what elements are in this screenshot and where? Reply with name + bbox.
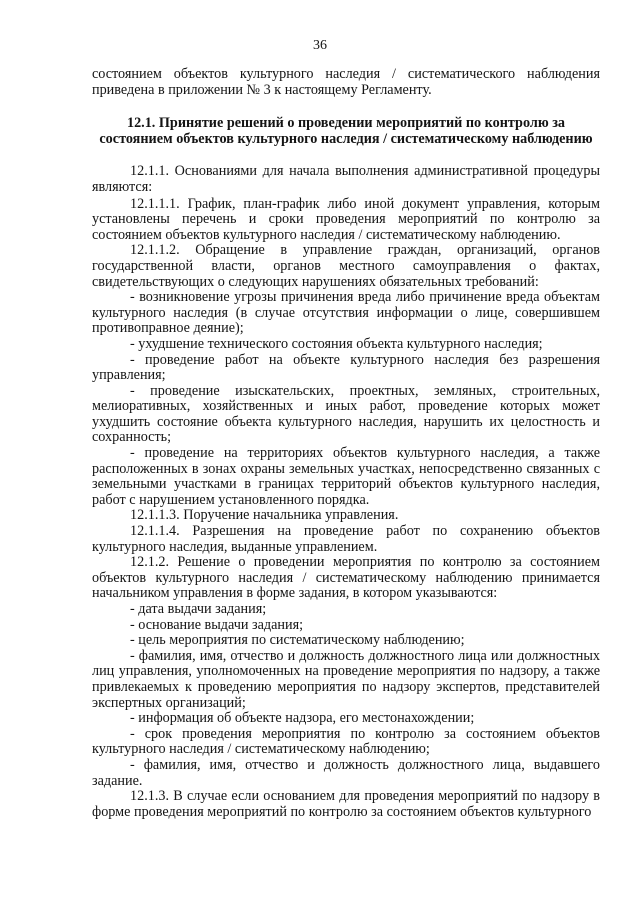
list-item: - ухудшение технического состояния объекта культурного наследия; — [130, 335, 543, 352]
clause-12-1-2: 12.1.2. Решение о проведении мероприятия по контролю за состоянием объектов культурного наследия / систематическому наблюдению принимается начальником управления в форме задания, в котором указываются: — [92, 554, 600, 602]
list-item: - дата выдачи задания; — [130, 601, 267, 617]
clause-12-1-3: 12.1.3. В случае если основанием для проведения мероприятий по надзору в форме проведения мероприятий по контролю за состоянием объектов культурного — [92, 788, 600, 820]
clause-12-1-1-4: 12.1.1.4. Разрешения на проведение работ по сохранению объектов культурного наследия, выданные управлением. — [92, 523, 600, 555]
clause-12-1-1-3: 12.1.1.3. Поручение начальника управления. — [130, 507, 399, 524]
section-heading: 12.1. Принятие решений о проведении мероприятий по контролю за состоянием объектов культурного наследия / систематическому наблюдению — [99, 115, 593, 147]
list-item: - проведение на территориях объектов культурного наследия, а также расположенных в зонах охраны земельных участках, непосредственно связанных с земельными участками в границах территорий объектов культурного наследия, работ с нарушением установленного порядка. — [92, 445, 600, 508]
list-item: - цель мероприятия по систематическому наблюдению; — [130, 632, 465, 649]
paragraph-continuation: состоянием объектов культурного наследия / систематического наблюдения приведена в приложении № 3 к настоящему Регламенту. — [92, 66, 600, 98]
list-item: - информация об объекте надзора, его местонахождении; — [130, 710, 475, 727]
list-item: - возникновение угрозы причинения вреда либо причинение вреда объектам культурного наследия (в случае отсутствия информации о лице, совершившем противоправное деяние); — [92, 289, 600, 337]
list-item: - срок проведения мероприятия по контролю за состоянием объектов культурного наследия / систематическому наблюдению; — [92, 725, 600, 758]
list-item: - фамилия, имя, отчество и должность должностного лица, выдавшего задание. — [92, 756, 600, 789]
document-body — [92, 67, 600, 820]
list-item: - основание выдачи задания; — [130, 616, 304, 633]
page-number: 36 — [313, 38, 327, 53]
clause-12-1-1: 12.1.1. Основаниями для начала выполнения административной процедуры являются: — [92, 163, 600, 195]
clause-12-1-1-2: 12.1.1.2. Обращение в управление граждан, организаций, органов государственной власти, органов местного самоуправления о фактах, свидетельствующих о следующих нарушениях обязательных требований: — [92, 242, 600, 290]
list-item: - фамилия, имя, отчество и должность должностного лица или должностных лиц управления, уполномоченных на проведение мероприятия по надзору, а также привлекаемых к проведению мероприятия по надзору экспертов, представителей экспертных организаций; — [92, 647, 600, 711]
list-item: - проведение работ на объекте культурного наследия без разрешения управления; — [92, 351, 600, 384]
clause-12-1-1-1: 12.1.1.1. График, план-график либо иной документ управления, которым установлены перечень и сроки проведения мероприятий по контролю за состоянием объектов культурного наследия / систематическому наблюдению. — [92, 195, 600, 243]
list-item: - проведение изыскательских, проектных, земляных, строительных, мелиоративных, хозяйственных и иных работ, проведение которых может ухудшить состояние объекта культурного наследия, нарушить их целостность и сохранность; — [92, 382, 600, 446]
